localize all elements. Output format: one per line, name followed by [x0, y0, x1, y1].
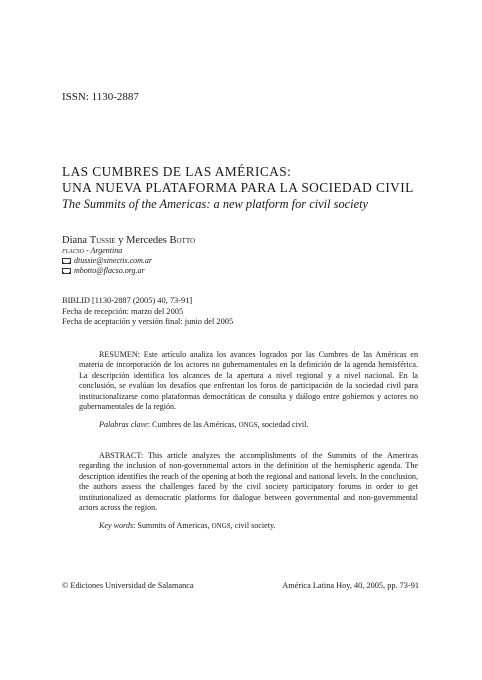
- author-1-first-name: Diana: [62, 235, 88, 246]
- key-words-text-end: , civil society.: [230, 521, 276, 530]
- article-title-line-2: UNA NUEVA PLATAFORMA PARA LA SOCIEDAD CIVIL: [62, 180, 414, 195]
- affiliation-country: - Argentina: [84, 246, 123, 255]
- envelope-icon: [62, 268, 71, 274]
- affiliation-org: flacso: [62, 246, 85, 255]
- envelope-icon: [62, 258, 71, 264]
- palabras-clave: [99, 420, 418, 430]
- issn-label: ISSN: 1130-2887: [62, 91, 139, 103]
- article-subtitle: The Summits of the Americas: a new platform for civil society: [62, 197, 369, 211]
- email-1: [62, 256, 152, 265]
- key-words-text: : Summits of Americas,: [133, 521, 212, 530]
- email-2-address[interactable]: mbotto@flacso.org.ar: [74, 266, 145, 275]
- email-2: [62, 266, 145, 275]
- author-2-first-name: Mercedes: [126, 235, 167, 246]
- palabras-clave-text-end: , sociedad civil.: [257, 420, 309, 429]
- palabras-clave-label: Palabras clave: [99, 420, 148, 429]
- email-1-address[interactable]: dtussie@sinectis.com.ar: [74, 256, 153, 265]
- footer-citation: América Latina Hoy, 40, 2005, pp. 73-91: [282, 581, 419, 590]
- reception-date: Fecha de recepción: marzo del 2005: [62, 306, 184, 316]
- abstract-paragraph: ABSTRACT: This article analyzes the accomplishments of the Summits of the Americas regarding the inclusion of non-governmental actors in the definition of the hemispheric agenda. The description identifies the reach of the opening at both the regional and national levels. In the conclusion, the authors assess the challenges faced by the civil society participatory forums in order to get institutionalized as democratic platforms for dialogue between governmental and non-governmental actors across the region.: [79, 451, 418, 513]
- author-separator: y: [115, 235, 127, 246]
- footer-publisher: © Ediciones Universidad de Salamanca: [62, 581, 194, 590]
- key-words-ongs: ongs: [211, 520, 231, 531]
- palabras-clave-ongs: ongs: [238, 419, 258, 430]
- article-title-line-1: LAS CUMBRES DE LAS AMÉRICAS:: [62, 164, 292, 179]
- acceptance-date: Fecha de aceptación y versión final: junio del 2005: [62, 317, 234, 327]
- author-2-last-name: Botto: [169, 235, 196, 246]
- resumen-paragraph: RESUMEN: Este artículo analiza los avances logrados por las Cumbres de las Américas en materia de incorporación de los actores no gubernamentales en la definición de la agenda hemisférica. La descripción identifica los alcances de la apertura a nivel regional y a nivel nacional. En la conclusión, se evalúan los desafíos que enfrentan los foros de participación de la sociedad civil para institucionalizarse como plataformas democráticas de consulta y diálogo entre gobiernos y actores no gubernamentales de la región.: [79, 350, 418, 412]
- biblio-block: [62, 296, 233, 328]
- key-words-label: Key words: [99, 521, 134, 530]
- biblid: BIBLID [1130-2887 (2005) 40, 73-91]: [62, 296, 193, 305]
- key-words: [99, 521, 418, 531]
- palabras-clave-text: : Cumbres de las Américas,: [147, 420, 239, 429]
- affiliation: [62, 246, 122, 255]
- author-1-last-name: Tussie: [89, 235, 116, 246]
- author-line: [62, 235, 195, 246]
